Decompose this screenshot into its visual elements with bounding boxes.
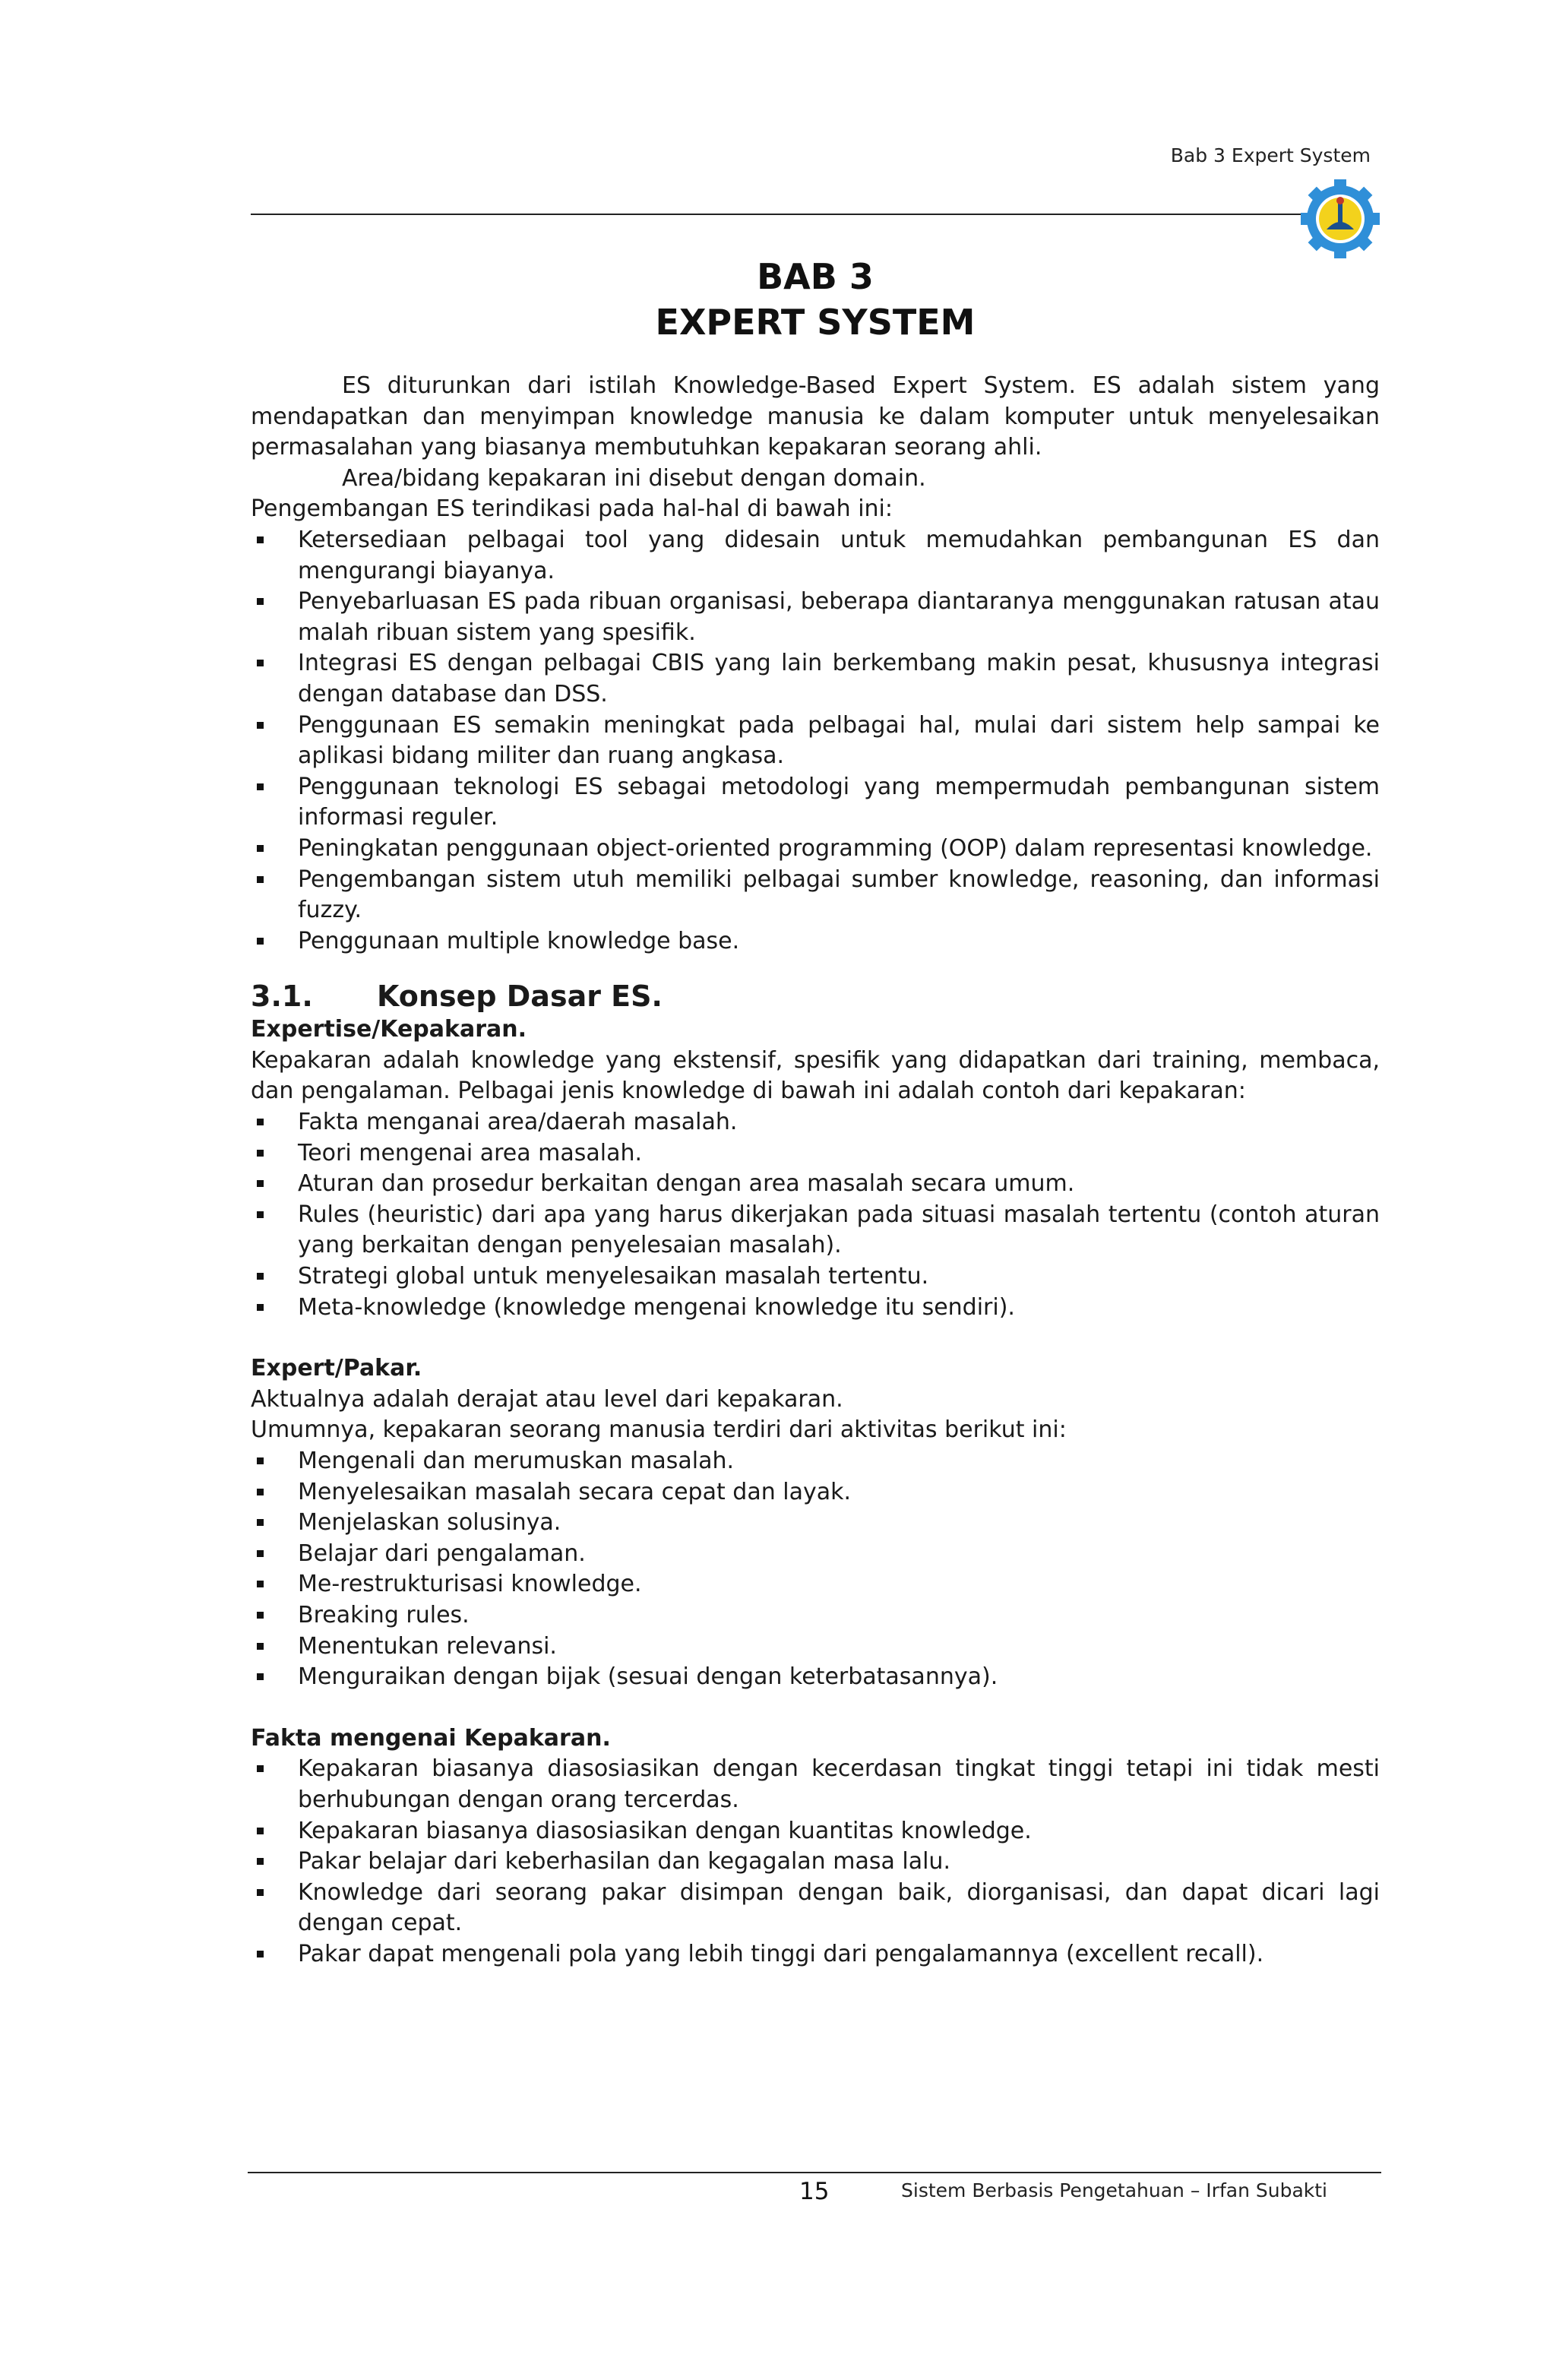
expertise-paragraph: Kepakaran adalah knowledge yang ekstensif, spesifik yang didapatkan dari training, membaca, dan pengalaman. Pelbagai jenis knowledge di bawah ini adalah contoh dari kepakaran: bbox=[251, 1046, 1380, 1105]
list-item: Penggunaan ES semakin meningkat pada pelbagai hal, mulai dari sistem help sampai ke aplikasi bidang militer dan ruang angkasa. bbox=[251, 711, 1380, 772]
list-item: Meta-knowledge (knowledge mengenai knowledge itu sendiri). bbox=[251, 1293, 1380, 1324]
chapter-number: BAB 3 bbox=[757, 256, 874, 297]
list-item: Menjelaskan solusinya. bbox=[251, 1508, 1380, 1539]
list-item: Integrasi ES dengan pelbagai CBIS yang lain berkembang makin pesat, khususnya integrasi dengan database dan DSS. bbox=[251, 648, 1380, 710]
list-item: Aturan dan prosedur berkaitan dengan area masalah secara umum. bbox=[251, 1169, 1380, 1200]
list-item: Pakar belajar dari keberhasilan dan kegagalan masa lalu. bbox=[251, 1847, 1380, 1878]
expertise-heading: Expertise/Kepakaran. bbox=[251, 1016, 527, 1043]
section-number: 3.1. bbox=[251, 980, 313, 1014]
body-content bbox=[251, 371, 1380, 1970]
footer-rule bbox=[248, 2172, 1381, 2173]
expertise-list bbox=[251, 1107, 1380, 1323]
development-list bbox=[251, 525, 1380, 957]
list-item: Teori mengenai area masalah. bbox=[251, 1138, 1380, 1169]
facts-heading: Fakta mengenai Kepakaran. bbox=[251, 1724, 611, 1752]
list-item: Pengembangan sistem utuh memiliki pelbagai sumber knowledge, reasoning, dan informasi fuzzy. bbox=[251, 865, 1380, 926]
list-item: Penggunaan teknologi ES sebagai metodologi yang mempermudah pembangunan sistem informasi reguler. bbox=[251, 772, 1380, 834]
list-item: Strategi global untuk menyelesaikan masalah tertentu. bbox=[251, 1261, 1380, 1293]
list-item: Pakar dapat mengenali pola yang lebih tinggi dari pengalamannya (excellent recall). bbox=[251, 1939, 1380, 1970]
header-rule bbox=[251, 214, 1305, 215]
expert-heading: Expert/Pakar. bbox=[251, 1355, 422, 1382]
list-item: Breaking rules. bbox=[251, 1600, 1380, 1632]
list-item: Kepakaran biasanya diasosiasikan dengan kecerdasan tingkat tinggi tetapi ini tidak mesti berhubungan dengan orang tercerdas. bbox=[251, 1754, 1380, 1815]
footer-credit: Sistem Berbasis Pengetahuan – Irfan Subakti bbox=[901, 2179, 1327, 2201]
list-item: Menyelesaikan masalah secara cepat dan layak. bbox=[251, 1477, 1380, 1508]
page-number: 15 bbox=[799, 2178, 830, 2205]
list-item: Belajar dari pengalaman. bbox=[251, 1539, 1380, 1570]
expert-line-2: Umumnya, kepakaran seorang manusia terdiri dari aktivitas berikut ini: bbox=[251, 1416, 1067, 1444]
list-item: Menentukan relevansi. bbox=[251, 1632, 1380, 1663]
development-intro: Pengembangan ES terindikasi pada hal-hal di bawah ini: bbox=[251, 495, 893, 523]
list-item: Me-restrukturisasi knowledge. bbox=[251, 1569, 1380, 1600]
chapter-name: EXPERT SYSTEM bbox=[655, 302, 976, 343]
institution-logo bbox=[1301, 179, 1380, 258]
intro-paragraph: ES diturunkan dari istilah Knowledge-Based Expert System. ES adalah sistem yang mendapatkan dan menyimpan knowledge manusia ke dalam komputer untuk menyelesaikan permasalahan yang biasanya membutuhkan kepakaran seorang ahli. bbox=[251, 372, 1380, 461]
list-item: Kepakaran biasanya diasosiasikan dengan kuantitas knowledge. bbox=[251, 1816, 1380, 1847]
section-title: Konsep Dasar ES. bbox=[377, 980, 663, 1014]
list-item: Penggunaan multiple knowledge base. bbox=[251, 926, 1380, 957]
list-item: Mengenali dan merumuskan masalah. bbox=[251, 1446, 1380, 1477]
list-item: Menguraikan dengan bijak (sesuai dengan keterbatasannya). bbox=[251, 1662, 1380, 1693]
domain-paragraph: Area/bidang kepakaran ini disebut dengan domain. bbox=[342, 464, 926, 492]
chapter-title bbox=[251, 254, 1380, 345]
list-item: Ketersediaan pelbagai tool yang didesain untuk memudahkan pembangunan ES dan mengurangi biayanya. bbox=[251, 525, 1380, 587]
running-header: Bab 3 Expert System bbox=[1170, 144, 1371, 166]
list-item: Knowledge dari seorang pakar disimpan dengan baik, diorganisasi, dan dapat dicari lagi dengan cepat. bbox=[251, 1878, 1380, 1939]
list-item: Peningkatan penggunaan object-oriented programming (OOP) dalam representasi knowledge. bbox=[251, 834, 1380, 865]
list-item: Penyebarluasan ES pada ribuan organisasi, beberapa diantaranya menggunakan ratusan atau malah ribuan sistem yang spesifik. bbox=[251, 587, 1380, 648]
expert-line-1: Aktualnya adalah derajat atau level dari kepakaran. bbox=[251, 1385, 843, 1413]
facts-list bbox=[251, 1754, 1380, 1970]
list-item: Fakta menganai area/daerah masalah. bbox=[251, 1107, 1380, 1138]
list-item: Rules (heuristic) dari apa yang harus dikerjakan pada situasi masalah tertentu (contoh aturan yang berkaitan dengan penyelesaian masalah). bbox=[251, 1200, 1380, 1261]
expert-activities-list bbox=[251, 1446, 1380, 1693]
section-heading bbox=[251, 978, 1380, 1014]
